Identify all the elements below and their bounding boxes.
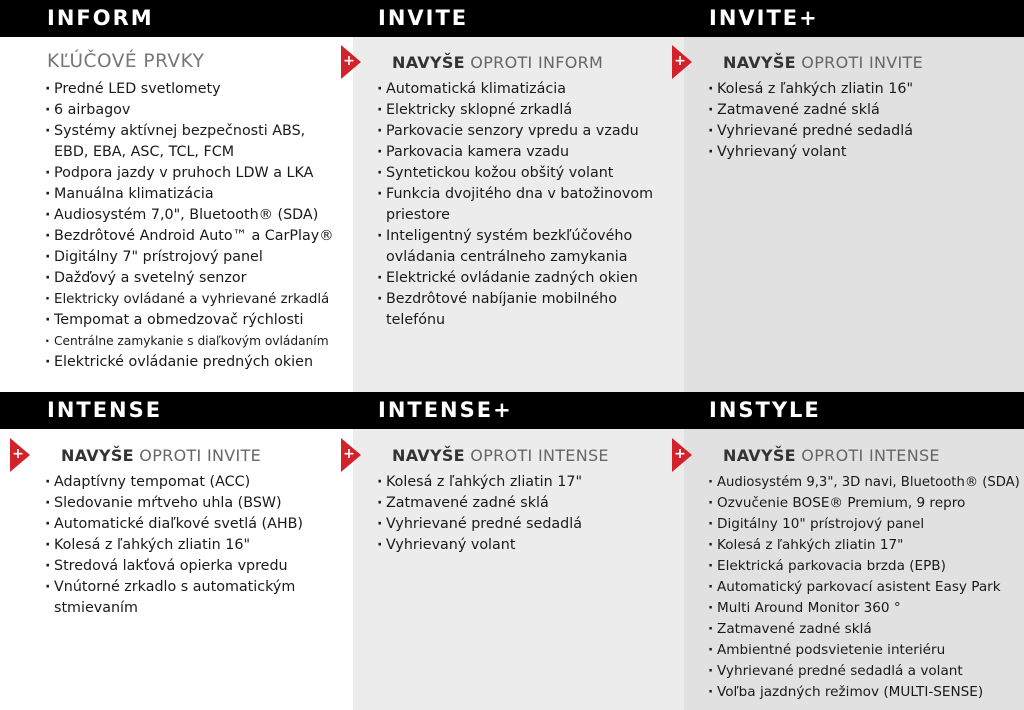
list-item: · Sledovanie mŕtveho uhla (BSW) bbox=[45, 493, 303, 514]
list-item: · Digitálny 7" prístrojový panel bbox=[45, 247, 334, 268]
list-item: · Parkovacia kamera vzadu bbox=[377, 142, 653, 163]
list-item: · Voľba jazdných režimov (MULTI-SENSE) bbox=[708, 682, 1020, 703]
subtitle-inform-text: KĽÚČOVÉ PRVKY bbox=[47, 51, 205, 72]
list-item: · Zatmavené zadné sklá bbox=[377, 493, 582, 514]
subtitle-inform bbox=[47, 51, 204, 72]
list-item: · Syntetickou kožou obšitý volant bbox=[377, 163, 653, 184]
subtitle-intense-text: OPROTI INVITE bbox=[133, 446, 261, 465]
subtitle-intense-plus-text: OPROTI INTENSE bbox=[464, 446, 609, 465]
list-item: · Elektricky sklopné zrkadlá bbox=[377, 100, 653, 121]
list-item: · Manuálna klimatizácia bbox=[45, 184, 334, 205]
list-item: · Parkovacie senzory vpredu a vzadu bbox=[377, 121, 653, 142]
list-item: · Kolesá z ľahkých zliatin 17" bbox=[708, 535, 1020, 556]
list-item: · Vyhrievané predné sedadlá a volant bbox=[708, 661, 1020, 682]
list-item: · Vyhrievaný volant bbox=[708, 142, 913, 163]
list-item: · Elektrická parkovacia brzda (EPB) bbox=[708, 556, 1020, 577]
header-instyle: INSTYLE bbox=[662, 392, 1024, 429]
subtitle-intense-bold: NAVYŠE bbox=[61, 446, 134, 465]
list-item: · Vyhrievaný volant bbox=[377, 535, 582, 556]
plus-icon: + bbox=[674, 53, 686, 69]
list-item: ovládania centrálneho zamykania bbox=[386, 249, 628, 265]
list-item: · Elektrické ovládanie zadných okien bbox=[377, 268, 653, 289]
list-item: · Centrálne zamykanie s diaľkovým ovládaním bbox=[45, 331, 334, 352]
subtitle-intense bbox=[61, 446, 261, 465]
list-item: · Vyhrievané predné sedadlá bbox=[377, 514, 582, 535]
list-item: · Audiosystém 7,0", Bluetooth® (SDA) bbox=[45, 205, 334, 226]
list-item: · Bezdrôtové Android Auto™ a CarPlay® bbox=[45, 226, 334, 247]
list-item: · Funkcia dvojitého dna v batožinovom bbox=[377, 184, 653, 205]
list-item: · Vyhrievané predné sedadlá bbox=[708, 121, 913, 142]
list-item: · Stredová lakťová opierka vpredu bbox=[45, 556, 303, 577]
subtitle-instyle-bold: NAVYŠE bbox=[723, 446, 796, 465]
plus-icon: + bbox=[343, 446, 355, 462]
list-item: · Zatmavené zadné sklá bbox=[708, 619, 1020, 640]
header-inform: INFORM bbox=[0, 0, 353, 37]
subtitle-invite-bold: NAVYŠE bbox=[392, 53, 465, 72]
list-instyle bbox=[708, 472, 1020, 703]
subtitle-invite-text: OPROTI INFORM bbox=[464, 53, 604, 72]
subtitle-intense-plus-bold: NAVYŠE bbox=[392, 446, 465, 465]
subtitle-invite-plus-bold: NAVYŠE bbox=[723, 53, 796, 72]
header-invite-plus: INVITE+ bbox=[662, 0, 1024, 37]
list-item: · Audiosystém 9,3", 3D navi, Bluetooth® (SDA) bbox=[708, 472, 1020, 493]
list-item: stmievaním bbox=[54, 600, 138, 616]
list-item: · Elektrické ovládanie predných okien bbox=[45, 352, 334, 373]
subtitle-invite-plus bbox=[723, 53, 923, 72]
list-item: · Kolesá z ľahkých zliatin 17" bbox=[377, 472, 582, 493]
list-intense bbox=[45, 472, 303, 619]
list-item: · Multi Around Monitor 360 ° bbox=[708, 598, 1020, 619]
plus-icon: + bbox=[674, 446, 686, 462]
subtitle-instyle bbox=[723, 446, 940, 465]
list-item: · Vnútorné zrkadlo s automatickým bbox=[45, 577, 303, 598]
list-item: · Automatické diaľkové svetlá (AHB) bbox=[45, 514, 303, 535]
list-item: · Systémy aktívnej bezpečnosti ABS, bbox=[45, 121, 334, 142]
list-invite bbox=[377, 79, 653, 331]
subtitle-instyle-text: OPROTI INTENSE bbox=[795, 446, 940, 465]
list-item: · Zatmavené zadné sklá bbox=[708, 100, 913, 121]
list-item: · Dažďový a svetelný senzor bbox=[45, 268, 334, 289]
header-intense: INTENSE bbox=[0, 392, 353, 429]
list-inform bbox=[45, 79, 334, 373]
list-item: · Ozvučenie BOSE® Premium, 9 repro bbox=[708, 493, 1020, 514]
subtitle-invite bbox=[392, 53, 603, 72]
list-item: · Kolesá z ľahkých zliatin 16" bbox=[45, 535, 303, 556]
list-item: telefónu bbox=[386, 312, 446, 328]
list-item: · Adaptívny tempomat (ACC) bbox=[45, 472, 303, 493]
list-item: · Digitálny 10" prístrojový panel bbox=[708, 514, 1020, 535]
list-item: · Elektricky ovládané a vyhrievané zrkadlá bbox=[45, 289, 334, 310]
subtitle-intense-plus bbox=[392, 446, 609, 465]
plus-icon: + bbox=[343, 53, 355, 69]
list-item: · Automatický parkovací asistent Easy Park bbox=[708, 577, 1020, 598]
subtitle-invite-plus-text: OPROTI INVITE bbox=[795, 53, 923, 72]
header-invite: INVITE bbox=[331, 0, 684, 37]
list-item: priestore bbox=[386, 207, 450, 223]
list-item: · Kolesá z ľahkých zliatin 16" bbox=[708, 79, 913, 100]
plus-icon: + bbox=[12, 446, 24, 462]
list-item: · Automatická klimatizácia bbox=[377, 79, 653, 100]
list-invite-plus bbox=[708, 79, 913, 163]
list-item: · 6 airbagov bbox=[45, 100, 334, 121]
list-item: · Tempomat a obmedzovač rýchlosti bbox=[45, 310, 334, 331]
list-item: · Ambientné podsvietenie interiéru bbox=[708, 640, 1020, 661]
list-item: · Predné LED svetlomety bbox=[45, 79, 334, 100]
list-item: · Bezdrôtové nabíjanie mobilného bbox=[377, 289, 653, 310]
list-item: · Inteligentný systém bezkľúčového bbox=[377, 226, 653, 247]
list-intense-plus bbox=[377, 472, 582, 556]
list-item: · Podpora jazdy v pruhoch LDW a LKA bbox=[45, 163, 334, 184]
list-item: EBD, EBA, ASC, TCL, FCM bbox=[54, 144, 235, 160]
header-intense-plus: INTENSE+ bbox=[331, 392, 684, 429]
